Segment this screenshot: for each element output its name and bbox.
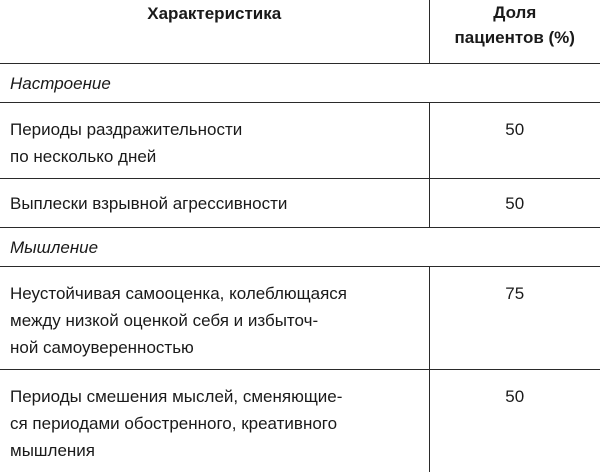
characteristic-line: ной самоуверенностью — [10, 338, 194, 357]
section-title-thinking: Мышление — [0, 228, 600, 267]
characteristic-line: Периоды раздражительности — [10, 120, 242, 139]
header-share-line2: пациентов (%) — [455, 28, 575, 47]
header-characteristic — [0, 0, 429, 64]
table-row — [0, 267, 600, 370]
characteristic-line: мышления — [10, 441, 95, 460]
share-value-cell: 75 — [429, 267, 600, 370]
characteristic-cell — [0, 179, 429, 228]
share-value-cell: 50 — [429, 179, 600, 228]
characteristic-cell — [0, 103, 429, 179]
characteristic-line: между низкой оценкой себя и избыточ- — [10, 311, 318, 330]
table-row — [0, 370, 600, 472]
header-patient-share — [429, 0, 600, 64]
header-characteristic-label: Характеристика — [147, 4, 281, 23]
table-header-row — [0, 0, 600, 64]
characteristic-line: по несколько дней — [10, 147, 156, 166]
characteristic-cell — [0, 370, 429, 472]
section-row-thinking — [0, 228, 600, 267]
characteristic-line: ся периодами обостренного, креативного — [10, 414, 337, 433]
section-title-mood: Настроение — [0, 64, 600, 103]
characteristic-cell — [0, 267, 429, 370]
characteristic-line: Периоды смешения мыслей, сменяющие- — [10, 387, 342, 406]
section-row-mood — [0, 64, 600, 103]
table-row — [0, 103, 600, 179]
share-value-cell: 50 — [429, 103, 600, 179]
characteristic-line: Выплески взрывной агрессивности — [10, 194, 287, 213]
table-row — [0, 179, 600, 228]
header-share-line1: Доля — [493, 3, 536, 22]
characteristic-line: Неустойчивая самооценка, колеблющаяся — [10, 284, 347, 303]
share-value-cell: 50 — [429, 370, 600, 472]
